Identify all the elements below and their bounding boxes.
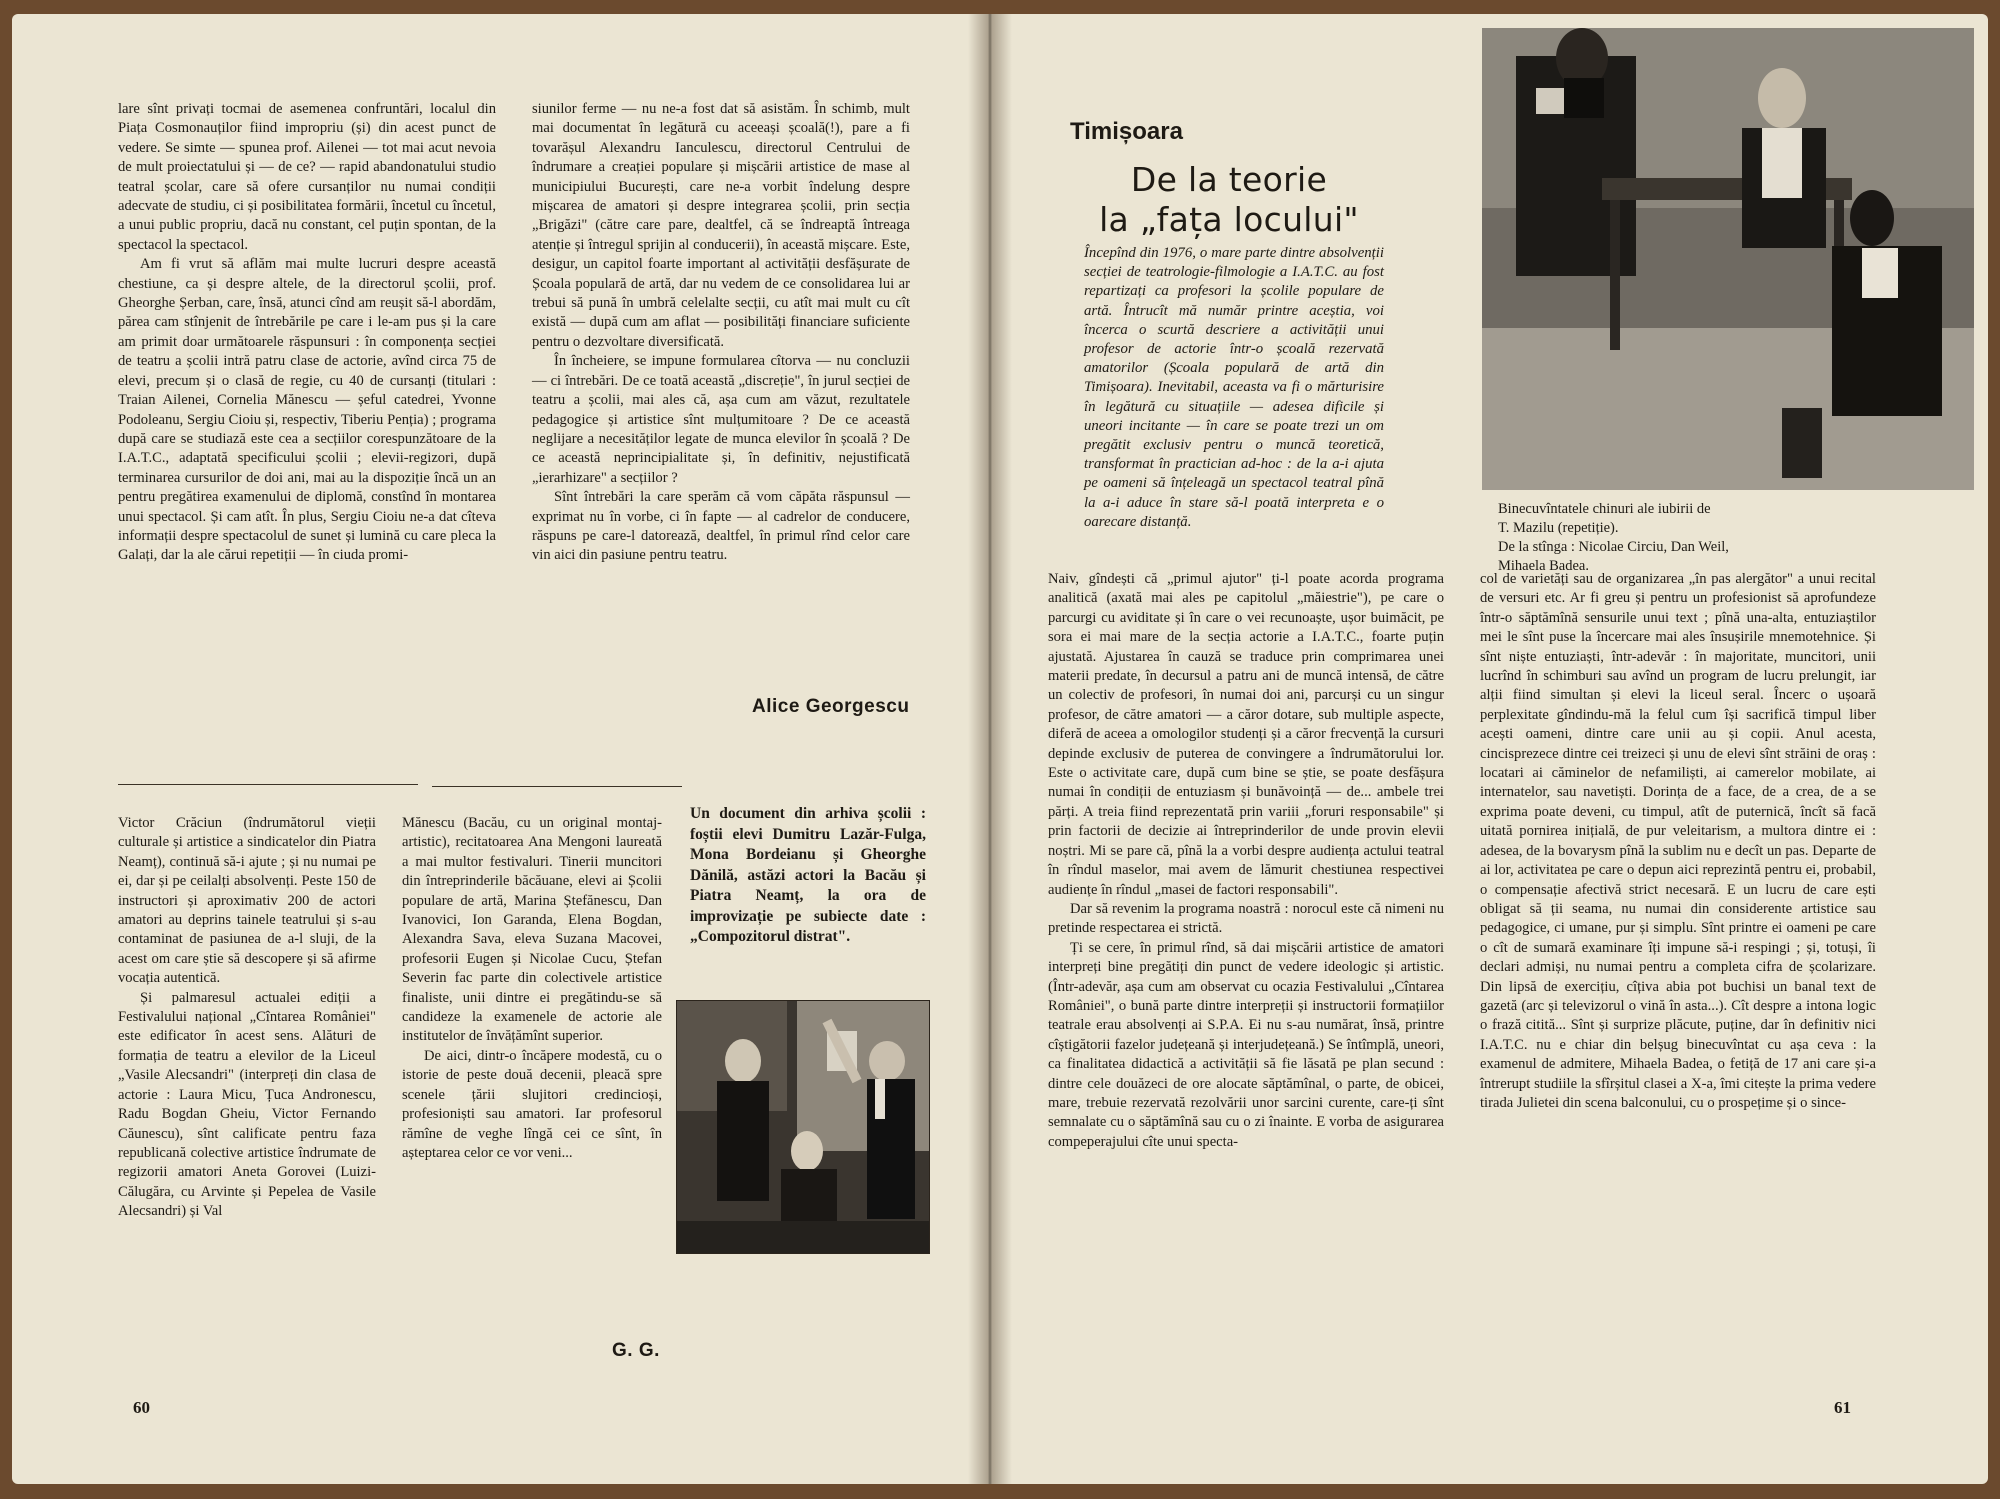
section-divider bbox=[118, 784, 418, 785]
archive-photo-image bbox=[677, 1001, 929, 1253]
article-column-2 bbox=[1480, 570, 1876, 1113]
caption-line: Binecuvîntatele chinuri ale iubirii de bbox=[1498, 501, 1711, 517]
paragraph: Mănescu (Bacău, cu un original montaj-artistic), recitatoarea Ana Mengoni laureată a mai multor festivaluri. Tinerii muncitori din întreprinderile băcăuane, elevi ai Școlii populare de artă, Marina Ștefănescu, Dan Ivanovici, Ion Garanda, Elena Bogdan, Alexandra Sava, eleva Suzana Macovei, profesorii Eugen și Nicolae Cucu, Ștefan Severin fac parte din colectivele artistice finaliste, unii dintre ei pregătindu-se să candideze la examenele de actorie ale institutelor de învățămînt superior. bbox=[402, 815, 662, 1045]
article-lead: Începînd din 1976, o mare parte dintre absolvenții secției de teatrologie-filmologie a I.A.T.C. au fost repartizați ca profesori la școlile populare de artă. Întrucît mă număr printre aceștia, voi încerca o scurtă descriere a activității unui profesor de actorie într-o școală rezervată amatorilor (Școala populară de artă din Timișoara). Inevitabil, aceasta va fi o mărturisire în legătură cu situațiile — adesea dificile și uneori incitante — în care se poate trezi un om pregătit exclusiv pentru o muncă teoretică, transformat în practician ad-hoc : de la a-i ajuta pe oameni să înțeleagă un spectacol teatral pînă la a-i aduce în stare să-l poată interpreta e o oarecare distanță. bbox=[1084, 245, 1384, 530]
article-column-2 bbox=[532, 100, 910, 566]
paragraph: lare sînt privați tocmai de asemenea confruntări, localul din Piața Cosmonauților fiind impropriu (și) din acest punct de vedere. Se simte — spunea prof. Ailenei — tot mai acut nevoia de mult proiectatului și — de ce? — rapid abandonatului studio teatral școlar, care să ofere cursanților nu numai condiții adecvate de studiu, ci și posibilitatea formării, încetul cu încetul, a unui public propriu, dacă nu constant, cel puțin spontan, de la spectacol la spectacol. bbox=[118, 101, 496, 253]
section-divider bbox=[432, 786, 682, 787]
paragraph: Și palmaresul actualei ediții a Festivalului național „Cîntarea României" este edificator în acest sens. Alături de formația de teatru a elevilor de la Liceul „Vasile Alecsandri" (interpreți din clasa de actorie : Laura Micu, Țuca Andronescu, Radu Bogdan Gheiu, Victor Fernando Căunescu), sînt calificate pentru faza republicană colective artistice îndrumate de regizorii amatori Aneta Gorovei (Luizi-Călugăra, cu Arvinte și Pepelea de Vasile Alecsandri) și Val bbox=[118, 989, 376, 1220]
article-headline bbox=[1070, 160, 1388, 240]
paragraph: De aici, dintr-o încăpere modestă, cu o istorie de peste două decenii, pleacă spre scenele țării slujitori credincioși, profesioniști sau amatori. Iar profesorul rămîne de veghe lîngă cei ce sînt, în așteptarea celor ce vor veni... bbox=[402, 1047, 662, 1161]
article-column-1 bbox=[118, 100, 496, 566]
rehearsal-photo-image bbox=[1482, 28, 1974, 490]
page-number: 60 bbox=[133, 1398, 150, 1417]
paragraph: siunilor ferme — nu ne-a fost dat să asistăm. În schimb, mult mai documentat în legătură cu aceeași școală(!), pare a fi tovarășul Alexandru Ianculescu, directorul Centrului de îndrumare a creației populare și mișcării artistice de mase al municipiului București, care ne-a vorbit îndelung despre mișcarea de amatori și despre integrarea școlii, prin secția „Brigăzi" (către care pare, dealtfel, că se îndreaptă întreaga atenție și întregul sprijin al conducerii), în această mișcare. Este, desigur, un capitol foarte important al activității desfășurate de Școala populară de artă, dar nu vedem de ce consolidarea lui ar trebui să pună în umbră celelalte secții, cu atît mai mult cu cît există — după cum am aflat — posibilități financiare suficiente pentru o dezvoltare diversificată. bbox=[532, 101, 910, 350]
author-initials: G. G. bbox=[612, 1340, 660, 1361]
lower-column-1 bbox=[118, 814, 376, 1222]
rehearsal-photo bbox=[1482, 28, 1974, 490]
photo-caption bbox=[1498, 500, 1978, 576]
photo-caption: Un document din arhiva școlii : foștii elevi Dumitru Lazăr-Fulga, Mona Bordeianu și Gheorghe Dănilă, astăzi actori la Bacău și Piatra Neamț, la ora de improvizație pe subiecte date : „Compozitorul distrat". bbox=[690, 805, 926, 945]
left-page bbox=[12, 14, 990, 1484]
paragraph: Victor Crăciun (îndrumătorul vieții culturale și artistice a sindicatelor din Piatra Neamț), continuă să-i ajute ; și nu numai pe ei, dar și pe ceilalți absolvenți. Peste 150 de instructori și aproximativ 200 de actori amatori au deprins tainele teatrului și s-au contaminat de pasiunea de a-l sluji, de la acest om care știe să descopere și să afirme vocația autentică. bbox=[118, 815, 376, 987]
right-page bbox=[990, 14, 1988, 1484]
paragraph: col de varietăți sau de organizarea „în pas alergător" a unui recital de versuri etc. Ar fi greu și pentru un profesionist să aprofundeze într-o săptămînă sensurile unui text ; pînă una-alta, entuziaștilor mei le sînt puse la încercare mai ales însușirile mnemotehnice. Și sînt niște entuziaști, într-adevăr : în majoritate, muncitori, unii lucrînd în schimburi sau avînd un program de lucru prelungit, iar alții fiind simultan și elevi la liceul seral. Încerc o ușoară perplexitate gîndindu-mă la felul cum își sacrifică timpul liber acești oameni, dintre care unii au și copii. Anul acesta, cincisprezece dintre cei treizeci și unu de elevi sînt străini de oraș : locatari ai căminelor de nefamiliști, ai camerelor mobilate, ai internatelor, sau navetiști. Dorința de a face, de a crea, de a se exprima poate deveni, cu timpul, atît de puternică, încît să facă uitată pornirea inițială, de pur veleitarism, a multora dintre ei : adesea, de la bovarysm pînă la sublim nu e decît un pas. Departe de ai lor, activitatea pe care o depun aici reprezintă pentru ei, probabil, o compensație afectivă strict necesară. E un lucru de care ești obligat să ții seama, nu numai din considerente artistice sau pedagogice, ci umane, pur și simplu. Sînt printre ei oameni pe care o cît de sumară examinare îți impune să-i respingi ; și, totuși, îi declari admiși, nu numai pentru a completa cifra de școlarizare. Din lipsă de exercițiu, cîțiva abia pot buchisi un banal text de gazetă (arc și televizorul o vină în asta...). Cît despre a intona logic o frază citită... Sînt și surprize plăcute, puține, dar în definitiv nici I.A.T.C. nu e chiar din belșug binecuvîntat cu așa ceva : la examenul de admitere, Mihaela Badea, o fetiță de 17 ani care și-a întrerupt studiile la sfîrșitul clasei a X-a, îmi citește la prima vedere tirada Julietei din scena balconului, cu o prospețime și o since- bbox=[1480, 571, 1876, 1111]
paragraph: Am fi vrut să aflăm mai multe lucruri despre această chestiune, ca și despre altele, de la directorul școlii, prof. Gheorghe Șerban, care, însă, atunci cînd am reușit să-l abordăm, părea cam stînjenit de întrebările pe care i le-am pus și la care am primit doar următoarele răspunsuri : în componența secției de teatru a școlii intră patru clase de actorie, avînd circa 75 de elevi, precum și o clasă de regie, cu 40 de cursanți (titulari : Traian Ailenei, Cornelia Mănescu — șeful catedrei, Yvonne Podoleanu, Sergiu Cioiu și, respectiv, Tiberiu Penția) ; programa după care se studiază este cea a secțiilor corespunzătoare de la I.A.T.C., adaptată specificului școlii ; elevii-regizori, după terminarea cursurilor de doi ani, mai au la dispoziție încă un an pentru pregătirea examenului de diplomă, constînd în montarea unui spectacol. Și cam atît. În plus, Sergiu Cioiu ne-a dat cîteva informații despre spectacolul de sunet și lumină cu care pleca la Galați, dar la ale cărui repetiții — în ciuda promi- bbox=[118, 256, 496, 564]
article-column-1 bbox=[1048, 570, 1444, 1152]
paragraph: Sînt întrebări la care sperăm că vom căpăta răspunsul — exprimat nu în vorbe, ci în fapte — al cadrelor de conducere, răspuns pe care-l datorează, dealtfel, în primul rînd celor care vin aici din pasiune pentru teatru. bbox=[532, 489, 910, 564]
paragraph: Naiv, gîndești că „primul ajutor" ți-l poate acorda programa analitică (axată mai ales pe capitolul „măiestrie"), pe care o parcurgi cu aviditate și în care o vei recunoaște, ușor buimăcit, pe sora ei mai mare de la secția actorie a I.A.T.C., foarte puțin ajustată. Ajustarea în cauză se traduce prin comprimarea unei materii predate, în decursul a patru ani de muncă intensă, de către un colectiv de profesori, în numai doi ani, parcurși cu un singur profesor, de către amatori — a căror dotare, sub multiple aspecte, diferă de aceea a omologilor studenți și a căror frecvență la cursuri depinde exclusiv de puterea de convingere a îndrumătorului lor. Este o activitate care, după cum bine se știe, se poate desfășura numai în condiții de entuziasm și bunăvoință — de... ambele trei părți. A treia fiind reprezentată prin variii „foruri responsabile" și prin factorii de decizie ai întreprinderilor de unde provin elevii noștri. Mi se pare că, pînă la a vorbi despre audiența actului teatral în rîndul maselor, mai avem de lămurit chestiunea respectivei audiențe în rîndul „masei de factori responsabili". bbox=[1048, 571, 1444, 898]
section-city: Timișoara bbox=[1070, 118, 1183, 145]
paragraph: În încheiere, se impune formularea cîtorva — nu concluzii — ci întrebări. De ce toată această „discreție", în jurul secției de teatru a școlii, mai ales că, așa cum am văzut, rezultatele pedagogice și artistice sînt mulțumitoare ? De ce această neglijare a necesităților legate de munca elevilor în școală ? De ce această neprincipialitate și, în definitiv, nejustificată „ierarhizare" a secțiilor ? bbox=[532, 353, 910, 486]
paragraph: Ți se cere, în primul rînd, să dai mișcării artistice de amatori interpreți bine pregătiți din punct de vedere ideologic și artistic. (Într-adevăr, așa cum am observat cu ocazia Festivalului „Cîntarea României", o bună parte dintre interpreții și instructorii formațiilor teatrale erau absolvenți ai S.P.A. Ei nu s-au numărat, însă, printre cîștigătorii fazelor județeană și interjudețeană.) Se întîmplă, uneori, ca finalitatea didactică a activității să fie lăsată pe plan secund : dintre cele douăzeci de ore alocate săptămînal, o parte, de obicei, mare, trebuie rezervată rezolvării unor sarcini curente, care-ți sînt semnalate cu o săptămînă sau cu o zi înainte. E vorba de asigurarea compeperajului cîte unui specta- bbox=[1048, 939, 1444, 1150]
lower-column-2 bbox=[402, 814, 662, 1163]
caption-line: De la stînga : Nicolae Circiu, Dan Weil, bbox=[1498, 539, 1729, 555]
paragraph: Dar să revenim la programa noastră : norocul este că nimeni nu pretinde respectarea ei strictă. bbox=[1048, 900, 1444, 937]
headline-line: la „fața locului" bbox=[1099, 200, 1359, 239]
page-number: 61 bbox=[1834, 1398, 1851, 1417]
caption-line: Mihaela Badea. bbox=[1498, 558, 1589, 574]
headline-line: De la teorie bbox=[1130, 160, 1328, 199]
archive-photo bbox=[676, 1000, 930, 1254]
caption-line: T. Mazilu (repetiție). bbox=[1498, 520, 1619, 536]
author-signature: Alice Georgescu bbox=[752, 696, 910, 717]
